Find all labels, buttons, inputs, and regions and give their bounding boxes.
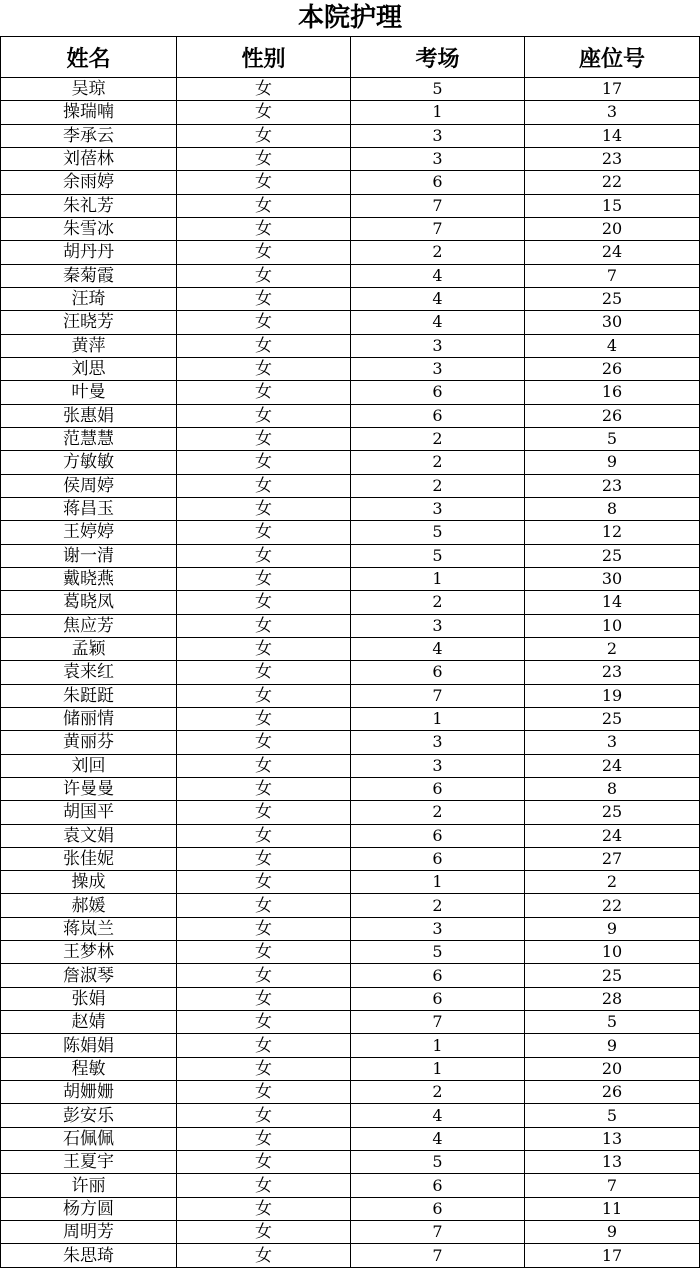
exam-room-cell[interactable]: 6 xyxy=(351,777,525,800)
name-cell[interactable]: 黄丽芬 xyxy=(1,731,177,754)
name-cell[interactable]: 刘蓓林 xyxy=(1,147,177,170)
name-cell[interactable]: 张娟 xyxy=(1,987,177,1010)
seat-number-cell[interactable]: 22 xyxy=(525,894,700,917)
exam-room-cell[interactable]: 3 xyxy=(351,147,525,170)
exam-room-cell[interactable]: 7 xyxy=(351,1011,525,1034)
exam-room-cell[interactable]: 3 xyxy=(351,497,525,520)
table-row xyxy=(1,1197,700,1220)
table-row xyxy=(1,287,700,310)
exam-room-cell[interactable]: 2 xyxy=(351,1081,525,1104)
exam-room-cell[interactable]: 2 xyxy=(351,241,525,264)
header-gender[interactable]: 性别 xyxy=(177,37,351,78)
name-cell[interactable]: 汪琦 xyxy=(1,287,177,310)
gender-cell[interactable]: 女 xyxy=(177,497,351,520)
exam-room-cell[interactable]: 7 xyxy=(351,1244,525,1267)
exam-room-cell[interactable]: 4 xyxy=(351,637,525,660)
exam-room-cell[interactable]: 6 xyxy=(351,824,525,847)
name-cell[interactable]: 胡国平 xyxy=(1,801,177,824)
exam-room-cell[interactable]: 1 xyxy=(351,101,525,124)
exam-room-cell[interactable]: 6 xyxy=(351,847,525,870)
name-cell[interactable]: 孟颖 xyxy=(1,637,177,660)
seat-number-cell[interactable]: 13 xyxy=(525,1127,700,1150)
table-row xyxy=(1,1057,700,1080)
name-cell[interactable]: 戴晓燕 xyxy=(1,567,177,590)
seat-number-cell[interactable]: 9 xyxy=(525,917,700,940)
exam-room-cell[interactable]: 5 xyxy=(351,521,525,544)
seat-number-cell[interactable]: 25 xyxy=(525,287,700,310)
gender-cell[interactable]: 女 xyxy=(177,894,351,917)
table-row xyxy=(1,241,700,264)
table-row xyxy=(1,964,700,987)
gender-cell[interactable]: 女 xyxy=(177,1174,351,1197)
seat-number-cell[interactable]: 25 xyxy=(525,964,700,987)
name-cell[interactable]: 程敏 xyxy=(1,1057,177,1080)
seat-number-cell[interactable]: 12 xyxy=(525,521,700,544)
seat-number-cell[interactable]: 26 xyxy=(525,1081,700,1104)
name-cell[interactable]: 周明芳 xyxy=(1,1221,177,1244)
table-row xyxy=(1,1151,700,1174)
seat-number-cell[interactable]: 27 xyxy=(525,847,700,870)
gender-cell[interactable]: 女 xyxy=(177,217,351,240)
table-row xyxy=(1,194,700,217)
seat-number-cell[interactable]: 28 xyxy=(525,987,700,1010)
gender-cell[interactable]: 女 xyxy=(177,1081,351,1104)
seat-number-cell[interactable]: 26 xyxy=(525,404,700,427)
table-row xyxy=(1,871,700,894)
exam-room-cell[interactable]: 3 xyxy=(351,124,525,147)
gender-cell[interactable]: 女 xyxy=(177,1011,351,1034)
seat-number-cell[interactable]: 5 xyxy=(525,1011,700,1034)
seat-number-cell[interactable]: 9 xyxy=(525,1221,700,1244)
seat-number-cell[interactable]: 7 xyxy=(525,1174,700,1197)
name-cell[interactable]: 操成 xyxy=(1,871,177,894)
exam-room-cell[interactable]: 7 xyxy=(351,684,525,707)
seat-number-cell[interactable]: 25 xyxy=(525,707,700,730)
seat-number-cell[interactable]: 25 xyxy=(525,544,700,567)
gender-cell[interactable]: 女 xyxy=(177,171,351,194)
exam-room-cell[interactable]: 4 xyxy=(351,287,525,310)
gender-cell[interactable]: 女 xyxy=(177,871,351,894)
seat-number-cell[interactable]: 4 xyxy=(525,334,700,357)
exam-room-cell[interactable]: 3 xyxy=(351,917,525,940)
table-row xyxy=(1,637,700,660)
table-row xyxy=(1,917,700,940)
gender-cell[interactable]: 女 xyxy=(177,1057,351,1080)
name-cell[interactable]: 刘回 xyxy=(1,754,177,777)
seat-number-cell[interactable]: 8 xyxy=(525,777,700,800)
name-cell[interactable]: 张佳妮 xyxy=(1,847,177,870)
gender-cell[interactable]: 女 xyxy=(177,451,351,474)
exam-room-cell[interactable]: 3 xyxy=(351,754,525,777)
name-cell[interactable]: 吴琼 xyxy=(1,78,177,101)
table-row xyxy=(1,474,700,497)
seat-number-cell[interactable]: 8 xyxy=(525,497,700,520)
exam-room-cell[interactable]: 6 xyxy=(351,1197,525,1220)
name-cell[interactable]: 彭安乐 xyxy=(1,1104,177,1127)
name-cell[interactable]: 朱思琦 xyxy=(1,1244,177,1267)
name-cell[interactable]: 汪晓芳 xyxy=(1,311,177,334)
name-cell[interactable]: 余雨婷 xyxy=(1,171,177,194)
name-cell[interactable]: 蒋昌玉 xyxy=(1,497,177,520)
name-cell[interactable]: 叶曼 xyxy=(1,381,177,404)
exam-room-cell[interactable]: 7 xyxy=(351,1221,525,1244)
seat-number-cell[interactable]: 5 xyxy=(525,427,700,450)
table-row xyxy=(1,264,700,287)
gender-cell[interactable]: 女 xyxy=(177,754,351,777)
name-cell[interactable]: 胡姗姗 xyxy=(1,1081,177,1104)
roster-table xyxy=(0,36,700,1268)
seat-number-cell[interactable]: 3 xyxy=(525,731,700,754)
exam-room-cell[interactable]: 3 xyxy=(351,357,525,380)
seat-number-cell[interactable]: 11 xyxy=(525,1197,700,1220)
gender-cell[interactable]: 女 xyxy=(177,847,351,870)
gender-cell[interactable]: 女 xyxy=(177,917,351,940)
exam-room-cell[interactable]: 6 xyxy=(351,1174,525,1197)
name-cell[interactable]: 朱礼芳 xyxy=(1,194,177,217)
name-cell[interactable]: 朱跹跹 xyxy=(1,684,177,707)
name-cell[interactable]: 范慧慧 xyxy=(1,427,177,450)
gender-cell[interactable]: 女 xyxy=(177,777,351,800)
name-cell[interactable]: 袁文娟 xyxy=(1,824,177,847)
name-cell[interactable]: 袁来红 xyxy=(1,661,177,684)
name-cell[interactable]: 胡丹丹 xyxy=(1,241,177,264)
seat-number-cell[interactable]: 5 xyxy=(525,1104,700,1127)
table-row xyxy=(1,614,700,637)
name-cell[interactable]: 操瑞喃 xyxy=(1,101,177,124)
seat-number-cell[interactable]: 2 xyxy=(525,871,700,894)
gender-cell[interactable]: 女 xyxy=(177,427,351,450)
exam-room-cell[interactable]: 6 xyxy=(351,171,525,194)
exam-room-cell[interactable]: 1 xyxy=(351,707,525,730)
seat-number-cell[interactable]: 20 xyxy=(525,1057,700,1080)
seat-number-cell[interactable]: 24 xyxy=(525,241,700,264)
table-row xyxy=(1,311,700,334)
name-cell[interactable]: 郝媛 xyxy=(1,894,177,917)
table-row xyxy=(1,801,700,824)
exam-room-cell[interactable]: 7 xyxy=(351,217,525,240)
table-row xyxy=(1,521,700,544)
gender-cell[interactable]: 女 xyxy=(177,124,351,147)
gender-cell[interactable]: 女 xyxy=(177,941,351,964)
exam-room-cell[interactable]: 6 xyxy=(351,964,525,987)
gender-cell[interactable]: 女 xyxy=(177,474,351,497)
table-row xyxy=(1,334,700,357)
gender-cell[interactable]: 女 xyxy=(177,707,351,730)
name-cell[interactable]: 葛晓凤 xyxy=(1,591,177,614)
gender-cell[interactable]: 女 xyxy=(177,1127,351,1150)
table-row xyxy=(1,684,700,707)
table-row xyxy=(1,171,700,194)
table-row xyxy=(1,567,700,590)
seat-number-cell[interactable]: 23 xyxy=(525,661,700,684)
seat-number-cell[interactable]: 24 xyxy=(525,754,700,777)
exam-room-cell[interactable]: 6 xyxy=(351,381,525,404)
gender-cell[interactable]: 女 xyxy=(177,1104,351,1127)
gender-cell[interactable]: 女 xyxy=(177,381,351,404)
table-row xyxy=(1,731,700,754)
name-cell[interactable]: 王夏宇 xyxy=(1,1151,177,1174)
table-row xyxy=(1,101,700,124)
table-row xyxy=(1,217,700,240)
table-body xyxy=(1,78,700,1268)
table-header xyxy=(1,37,700,78)
seat-number-cell[interactable]: 13 xyxy=(525,1151,700,1174)
exam-room-cell[interactable]: 5 xyxy=(351,78,525,101)
table-row xyxy=(1,1221,700,1244)
gender-cell[interactable]: 女 xyxy=(177,544,351,567)
gender-cell[interactable]: 女 xyxy=(177,567,351,590)
seat-number-cell[interactable]: 20 xyxy=(525,217,700,240)
gender-cell[interactable]: 女 xyxy=(177,684,351,707)
name-cell[interactable]: 谢一清 xyxy=(1,544,177,567)
seat-number-cell[interactable]: 3 xyxy=(525,101,700,124)
exam-room-cell[interactable]: 7 xyxy=(351,194,525,217)
sheet-title: 本院护理 xyxy=(297,3,402,33)
table-row xyxy=(1,591,700,614)
gender-cell[interactable]: 女 xyxy=(177,824,351,847)
exam-room-cell[interactable]: 1 xyxy=(351,1034,525,1057)
name-cell[interactable]: 方敏敏 xyxy=(1,451,177,474)
seat-number-cell[interactable]: 24 xyxy=(525,824,700,847)
table-row xyxy=(1,544,700,567)
gender-cell[interactable]: 女 xyxy=(177,521,351,544)
name-cell[interactable]: 张惠娟 xyxy=(1,404,177,427)
gender-cell[interactable]: 女 xyxy=(177,404,351,427)
table-row xyxy=(1,894,700,917)
gender-cell[interactable]: 女 xyxy=(177,731,351,754)
exam-room-cell[interactable]: 6 xyxy=(351,987,525,1010)
exam-room-cell[interactable]: 1 xyxy=(351,567,525,590)
seat-number-cell[interactable]: 17 xyxy=(525,78,700,101)
gender-cell[interactable]: 女 xyxy=(177,311,351,334)
gender-cell[interactable]: 女 xyxy=(177,987,351,1010)
name-cell[interactable]: 石佩佩 xyxy=(1,1127,177,1150)
name-cell[interactable]: 詹淑琴 xyxy=(1,964,177,987)
exam-room-cell[interactable]: 3 xyxy=(351,731,525,754)
table-row xyxy=(1,497,700,520)
header-seat-number[interactable]: 座位号 xyxy=(525,37,700,78)
exam-room-cell[interactable]: 4 xyxy=(351,264,525,287)
table-row xyxy=(1,1011,700,1034)
header-row xyxy=(1,37,700,78)
gender-cell[interactable]: 女 xyxy=(177,637,351,660)
table-row xyxy=(1,1034,700,1057)
exam-room-cell[interactable]: 2 xyxy=(351,451,525,474)
exam-room-cell[interactable]: 5 xyxy=(351,1151,525,1174)
seat-number-cell[interactable]: 2 xyxy=(525,637,700,660)
name-cell[interactable]: 许丽 xyxy=(1,1174,177,1197)
exam-room-cell[interactable]: 4 xyxy=(351,1127,525,1150)
table-row xyxy=(1,78,700,101)
exam-room-cell[interactable]: 2 xyxy=(351,474,525,497)
seat-number-cell[interactable]: 23 xyxy=(525,147,700,170)
table-row xyxy=(1,1127,700,1150)
seat-number-cell[interactable]: 9 xyxy=(525,451,700,474)
name-cell[interactable]: 赵婧 xyxy=(1,1011,177,1034)
name-cell[interactable]: 焦应芳 xyxy=(1,614,177,637)
seat-number-cell[interactable]: 17 xyxy=(525,1244,700,1267)
exam-room-cell[interactable]: 2 xyxy=(351,591,525,614)
seat-number-cell[interactable]: 10 xyxy=(525,941,700,964)
table-row xyxy=(1,987,700,1010)
gender-cell[interactable]: 女 xyxy=(177,1221,351,1244)
gender-cell[interactable]: 女 xyxy=(177,964,351,987)
exam-room-cell[interactable]: 5 xyxy=(351,941,525,964)
seat-number-cell[interactable]: 7 xyxy=(525,264,700,287)
name-cell[interactable]: 刘思 xyxy=(1,357,177,380)
gender-cell[interactable]: 女 xyxy=(177,194,351,217)
seat-number-cell[interactable]: 22 xyxy=(525,171,700,194)
exam-room-cell[interactable]: 2 xyxy=(351,427,525,450)
name-cell[interactable]: 王婷婷 xyxy=(1,521,177,544)
seat-number-cell[interactable]: 19 xyxy=(525,684,700,707)
exam-room-cell[interactable]: 4 xyxy=(351,1104,525,1127)
table-row xyxy=(1,404,700,427)
table-row xyxy=(1,147,700,170)
name-cell[interactable]: 蒋岚兰 xyxy=(1,917,177,940)
table-row xyxy=(1,1244,700,1267)
seat-number-cell[interactable]: 26 xyxy=(525,357,700,380)
gender-cell[interactable]: 女 xyxy=(177,1034,351,1057)
table-row xyxy=(1,824,700,847)
seat-number-cell[interactable]: 14 xyxy=(525,591,700,614)
exam-room-cell[interactable]: 1 xyxy=(351,871,525,894)
gender-cell[interactable]: 女 xyxy=(177,287,351,310)
table-row xyxy=(1,707,700,730)
table-row xyxy=(1,1104,700,1127)
name-cell[interactable]: 杨方圆 xyxy=(1,1197,177,1220)
gender-cell[interactable]: 女 xyxy=(177,1244,351,1267)
gender-cell[interactable]: 女 xyxy=(177,1197,351,1220)
table-row xyxy=(1,427,700,450)
table-row xyxy=(1,847,700,870)
exam-room-cell[interactable]: 3 xyxy=(351,334,525,357)
table-row xyxy=(1,381,700,404)
gender-cell[interactable]: 女 xyxy=(177,241,351,264)
seat-number-cell[interactable]: 14 xyxy=(525,124,700,147)
table-row xyxy=(1,754,700,777)
table-row xyxy=(1,1174,700,1197)
name-cell[interactable]: 储丽情 xyxy=(1,707,177,730)
exam-room-cell[interactable]: 1 xyxy=(351,1057,525,1080)
gender-cell[interactable]: 女 xyxy=(177,357,351,380)
exam-room-cell[interactable]: 3 xyxy=(351,614,525,637)
gender-cell[interactable]: 女 xyxy=(177,1151,351,1174)
gender-cell[interactable]: 女 xyxy=(177,591,351,614)
exam-room-cell[interactable]: 5 xyxy=(351,544,525,567)
table-row xyxy=(1,941,700,964)
name-cell[interactable]: 许曼曼 xyxy=(1,777,177,800)
header-exam-room[interactable]: 考场 xyxy=(351,37,525,78)
table-row xyxy=(1,661,700,684)
name-cell[interactable]: 秦菊霞 xyxy=(1,264,177,287)
seat-number-cell[interactable]: 9 xyxy=(525,1034,700,1057)
name-cell[interactable]: 黄萍 xyxy=(1,334,177,357)
table-row xyxy=(1,1081,700,1104)
seat-number-cell[interactable]: 23 xyxy=(525,474,700,497)
name-cell[interactable]: 李承云 xyxy=(1,124,177,147)
table-row xyxy=(1,357,700,380)
exam-room-cell[interactable]: 6 xyxy=(351,661,525,684)
seat-number-cell[interactable]: 16 xyxy=(525,381,700,404)
gender-cell[interactable]: 女 xyxy=(177,78,351,101)
exam-room-cell[interactable]: 2 xyxy=(351,801,525,824)
exam-room-cell[interactable]: 2 xyxy=(351,894,525,917)
gender-cell[interactable]: 女 xyxy=(177,264,351,287)
gender-cell[interactable]: 女 xyxy=(177,614,351,637)
gender-cell[interactable]: 女 xyxy=(177,334,351,357)
gender-cell[interactable]: 女 xyxy=(177,101,351,124)
name-cell[interactable]: 陈娟娟 xyxy=(1,1034,177,1057)
exam-room-cell[interactable]: 4 xyxy=(351,311,525,334)
gender-cell[interactable]: 女 xyxy=(177,661,351,684)
seat-number-cell[interactable]: 30 xyxy=(525,311,700,334)
table-row xyxy=(1,451,700,474)
name-cell[interactable]: 侯周婷 xyxy=(1,474,177,497)
exam-room-cell[interactable]: 6 xyxy=(351,404,525,427)
seat-number-cell[interactable]: 10 xyxy=(525,614,700,637)
gender-cell[interactable]: 女 xyxy=(177,801,351,824)
name-cell[interactable]: 朱雪冰 xyxy=(1,217,177,240)
seat-number-cell[interactable]: 15 xyxy=(525,194,700,217)
name-cell[interactable]: 王梦林 xyxy=(1,941,177,964)
header-name[interactable]: 姓名 xyxy=(1,37,177,78)
gender-cell[interactable]: 女 xyxy=(177,147,351,170)
seat-number-cell[interactable]: 25 xyxy=(525,801,700,824)
table-row xyxy=(1,124,700,147)
table-row xyxy=(1,777,700,800)
seat-number-cell[interactable]: 30 xyxy=(525,567,700,590)
